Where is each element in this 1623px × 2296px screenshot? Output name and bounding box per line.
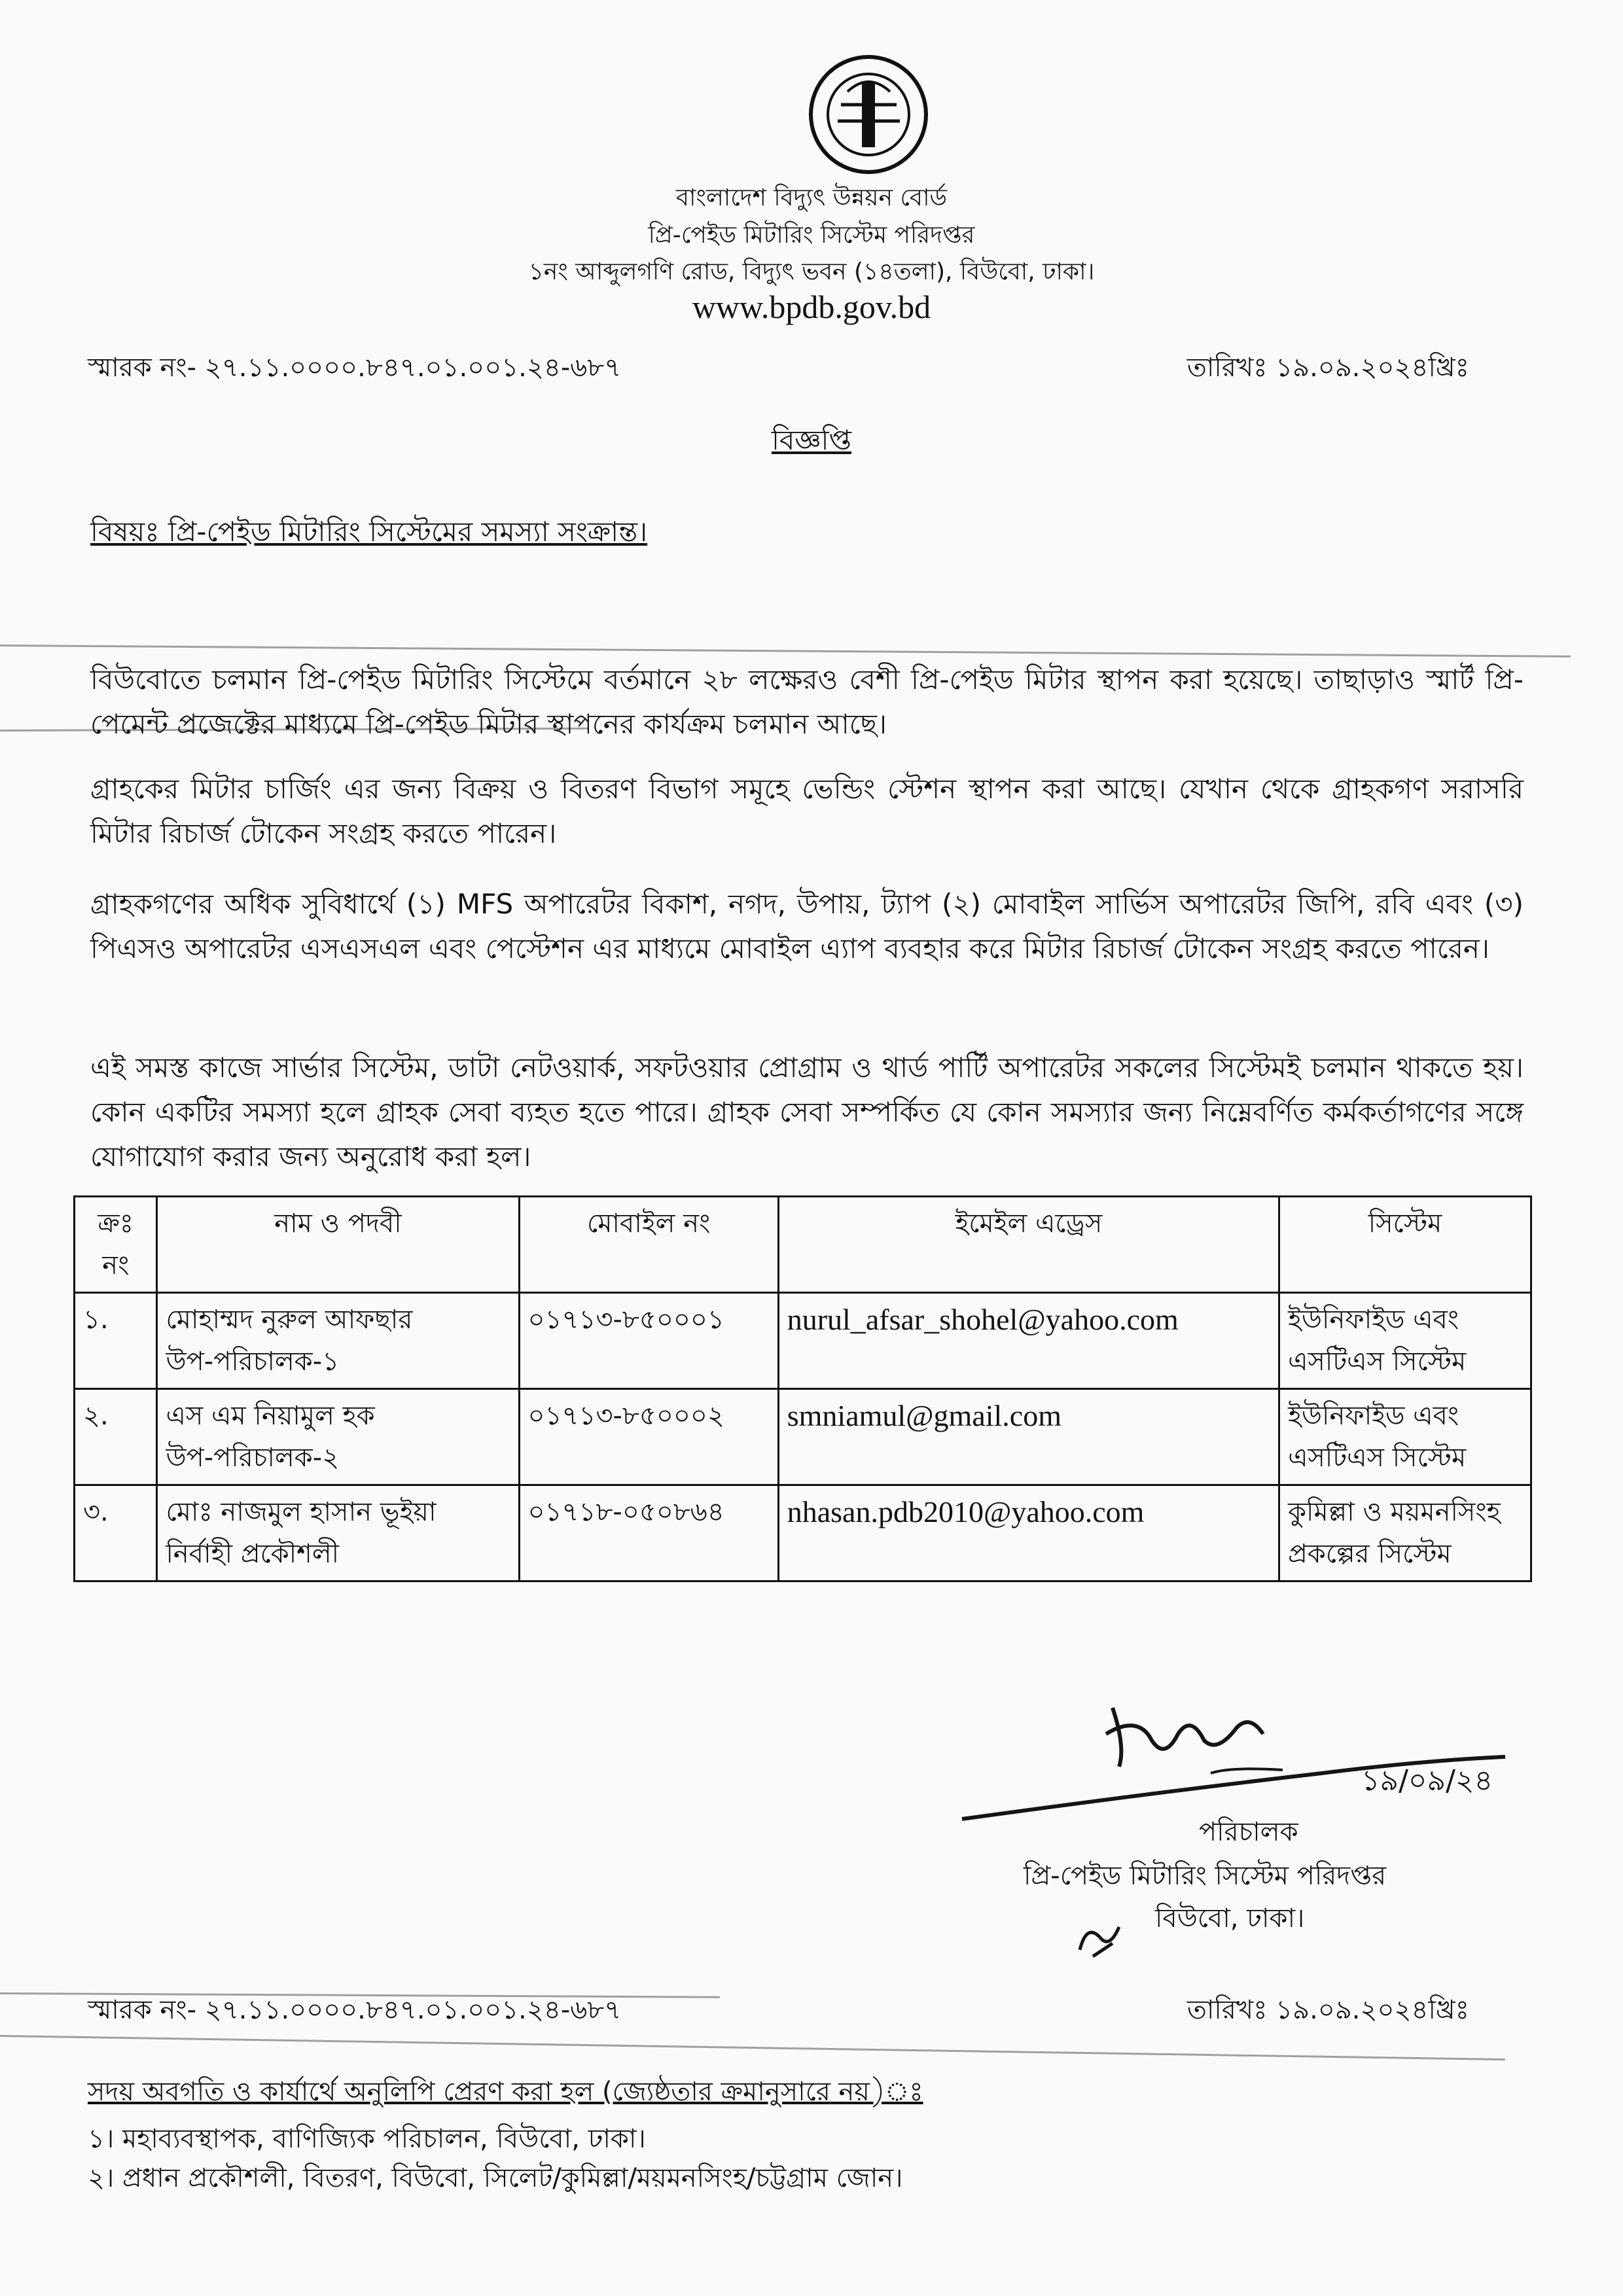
serial-cell: ৩. — [75, 1485, 157, 1581]
memo-reference: স্মারক নং- ২৭.১১.০০০০.৮৪৭.০১.০০১.২৪-৬৮৭ — [88, 353, 622, 383]
notice-title: বিজ্ঞপ্তি — [771, 424, 852, 456]
table-header-row — [75, 1197, 1531, 1293]
officer-designation: নির্বাহী প্রকৌশলী — [166, 1539, 340, 1569]
body-paragraph: বিউবোতে চলমান প্রি-পেইড মিটারিং সিস্টেমে বর্তমানে ২৮ লক্ষেরও বেশী প্রি-পেইড মিটার স্থাপন করা হয়েছে। তাছাড়াও স্মার্ট প্রি-পেমেন্ট প্রজেক্টের মাধ্যমে প্রি-পেইড মিটার স্থাপনের কার্যক্রম চলমান আছে। — [90, 663, 1524, 740]
name-cell — [157, 1485, 519, 1581]
contact-table — [73, 1195, 1532, 1582]
memo-date: তারিখঃ ১৯.০৯.২০২৪খ্রিঃ — [1186, 353, 1469, 383]
table-row — [75, 1293, 1531, 1389]
website-link[interactable]: www.bpdb.gov.bd — [692, 289, 931, 325]
office-address: ১নং আব্দুলগণি রোড, বিদ্যুৎ ভবন (১৪তলা), বিউবো, ঢাকা। — [528, 258, 1095, 285]
cc-heading: সদয় অবগতি ও কার্যার্থে অনুলিপি প্রেরণ করা হল (জ্যেষ্ঠতার ক্রমানুসারে নয়)ঃ — [88, 2077, 923, 2107]
email-cell[interactable]: nurul_afsar_shohel@yahoo.com — [778, 1293, 1279, 1389]
officer-designation: উপ-পরিচালক-১ — [166, 1347, 340, 1377]
serial-cell: ২. — [75, 1389, 157, 1485]
mobile-cell: ০১৭১৩-৮৫০০০১ — [519, 1293, 778, 1389]
scan-artifact — [0, 2035, 1505, 2060]
col-header-name: নাম ও পদবী — [157, 1197, 519, 1293]
col-header-serial: ক্রঃ নং — [75, 1197, 157, 1293]
memo-date-copy: তারিখঃ ১৯.০৯.২০২৪খ্রিঃ — [1186, 1995, 1469, 2025]
mobile-cell: ০১৭১৩-৮৫০০০২ — [519, 1389, 778, 1485]
name-cell — [157, 1293, 519, 1389]
officer-name: এস এম নিয়ামুল হক — [166, 1401, 375, 1431]
signature-date: ১৯/০৯/২৪ — [1361, 1764, 1493, 1797]
signatory-office: বিউবো, ঢাকা। — [1155, 1903, 1305, 1934]
mobile-cell: ০১৭১৮-০৫০৮৬৪ — [519, 1485, 778, 1581]
signatory-title: পরিচালক — [1199, 1817, 1298, 1847]
bpdb-logo — [802, 52, 936, 177]
officer-name: মোহাম্মদ নুরুল আফছার — [166, 1305, 413, 1335]
officer-designation: উপ-পরিচালক-২ — [166, 1443, 340, 1473]
cc-item: ২। প্রধান প্রকৌশলী, বিতরণ, বিউবো, সিলেট/কুমিল্লা/ময়মনসিংহ/চট্টগ্রাম জোন। — [88, 2163, 903, 2193]
body-paragraph: এই সমস্ত কাজে সার্ভার সিস্টেম, ডাটা নেটওয়ার্ক, সফটওয়ার প্রোগ্রাম ও থার্ড পার্টি অপারেটর সকলের সিস্টেমই চলমান থাকতে হয়। কোন একটির সমস্যা হলে গ্রাহক সেবা ব্যহত হতে পারে। গ্রাহক সেবা সম্পর্কিত যে কোন সমস্যার জন্য নিম্নেবর্ণিত কর্মকর্তাগণের সঙ্গে যোগাযোগ করার জন্য অনুরোধ করা হল। — [90, 1051, 1524, 1173]
cc-item: ১। মহাব্যবস্থাপক, বাণিজ্যিক পরিচালন, বিউবো, ঢাকা। — [88, 2124, 646, 2154]
name-cell — [157, 1389, 519, 1485]
col-header-system: সিস্টেম — [1279, 1197, 1531, 1293]
table-row — [75, 1485, 1531, 1581]
org-name: বাংলাদেশ বিদ্যুৎ উন্নয়ন বোর্ড — [675, 185, 948, 211]
email-cell[interactable]: smniamul@gmail.com — [778, 1389, 1279, 1485]
system-cell: ইউনিফাইড এবং এসটিএস সিস্টেম — [1279, 1293, 1531, 1389]
col-header-mobile: মোবাইল নং — [519, 1197, 778, 1293]
table-row — [75, 1389, 1531, 1485]
col-header-email: ইমেইল এড্রেস — [778, 1197, 1279, 1293]
system-cell: কুমিল্লা ও ময়মনসিংহ প্রকল্পের সিস্টেম — [1279, 1485, 1531, 1581]
serial-cell: ১. — [75, 1293, 157, 1389]
department-name: প্রি-পেইড মিটারিং সিস্টেম পরিদপ্তর — [648, 222, 975, 249]
system-cell: ইউনিফাইড এবং এসটিএস সিস্টেম — [1279, 1389, 1531, 1485]
initials-mark — [1073, 1917, 1132, 1963]
scan-artifact — [0, 645, 1571, 658]
body-paragraph: গ্রাহকগণের অধিক সুবিধার্থে (১) MFS অপারেটর বিকাশ, নগদ, উপায়, ট্যাপ (২) মোবাইল সার্ভিস অপারেটর জিপি, রবি এবং (৩) পিএসও অপারেটর এসএসএল এবং পেস্টেশন এর মাধ্যমে মোবাইল এ্যাপ ব্যবহার করে মিটার রিচার্জ টোকেন সংগ্রহ করতে পারেন। — [90, 888, 1524, 964]
signatory-department: প্রি-পেইড মিটারিং সিস্টেম পরিদপ্তর — [1024, 1861, 1387, 1891]
officer-name: মোঃ নাজমুল হাসান ভূইয়া — [166, 1497, 437, 1527]
subject-line: বিষয়ঃ প্রি-পেইড মিটারিং সিস্টেমের সমস্যা সংক্রান্ত। — [90, 516, 648, 548]
email-cell[interactable]: nhasan.pdb2010@yahoo.com — [778, 1485, 1279, 1581]
memo-reference-copy: স্মারক নং- ২৭.১১.০০০০.৮৪৭.০১.০০১.২৪-৬৮৭ — [88, 1995, 622, 2025]
body-paragraph: গ্রাহকের মিটার চার্জিং এর জন্য বিক্রয় ও বিতরণ বিভাগ সমূহে ভেন্ডিং স্টেশন স্থাপন করা আছে। যেখান থেকে গ্রাহকগণ সরাসরি মিটার রিচার্জ টোকেন সংগ্রহ করতে পারেন। — [90, 773, 1524, 849]
